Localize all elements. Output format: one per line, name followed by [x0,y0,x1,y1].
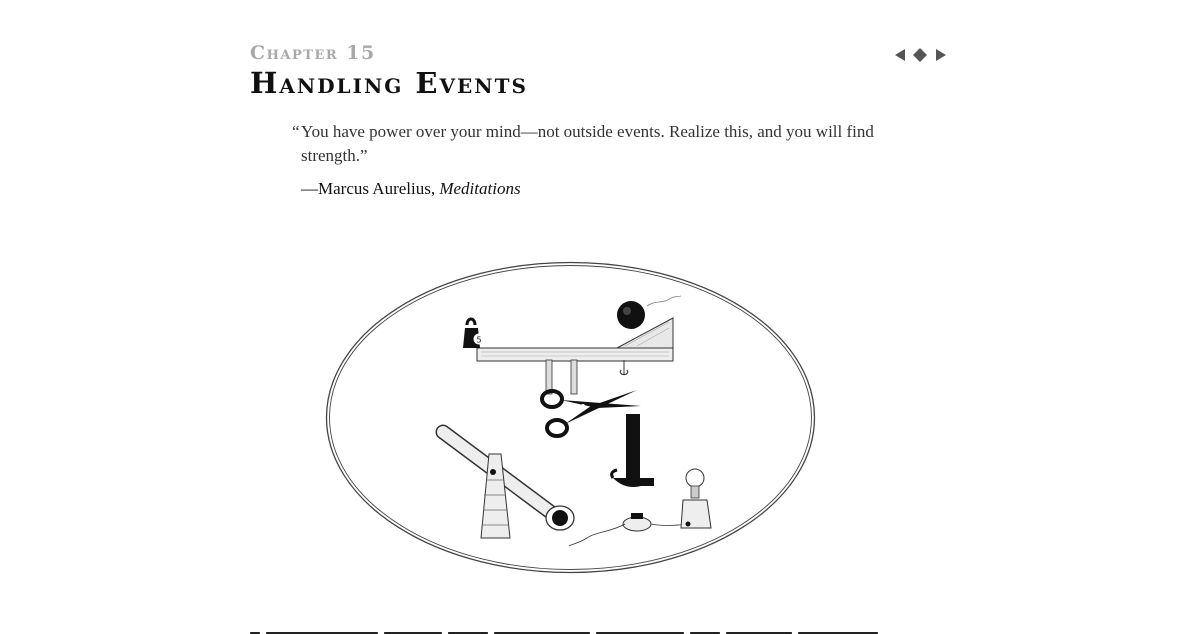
triangle-right-icon [933,46,949,64]
epigraph [292,120,921,201]
epigraph-attribution [301,177,921,201]
shelf-plank [477,348,673,361]
diamond-icon [912,46,928,64]
epigraph-quote-text: You have power over your mind—not outside events. Realize this, and you will find strength.” [301,122,874,165]
epigraph-quote [292,120,921,168]
chapter-nav [892,46,952,66]
ball [617,301,645,329]
light-bulb [681,469,711,528]
weight-label: 5 [476,335,482,345]
contents-link[interactable] [912,46,928,64]
triangle-left-icon [892,46,908,64]
pipe [443,432,574,530]
weight [463,319,485,348]
epigraph-open-quote: “ [292,122,300,141]
switch [569,513,687,546]
chapter-illustration [325,260,816,575]
next-chapter-link[interactable] [933,46,949,64]
epigraph-author: —Marcus Aurelius, [301,179,440,198]
chapter-label: Chapter 15 [250,42,376,64]
previous-chapter-link[interactable] [892,46,908,64]
chapter-title: Handling Events [250,66,528,100]
hammer [612,360,654,487]
epigraph-work: Meditations [439,179,521,198]
body-text-fragment [250,622,900,634]
